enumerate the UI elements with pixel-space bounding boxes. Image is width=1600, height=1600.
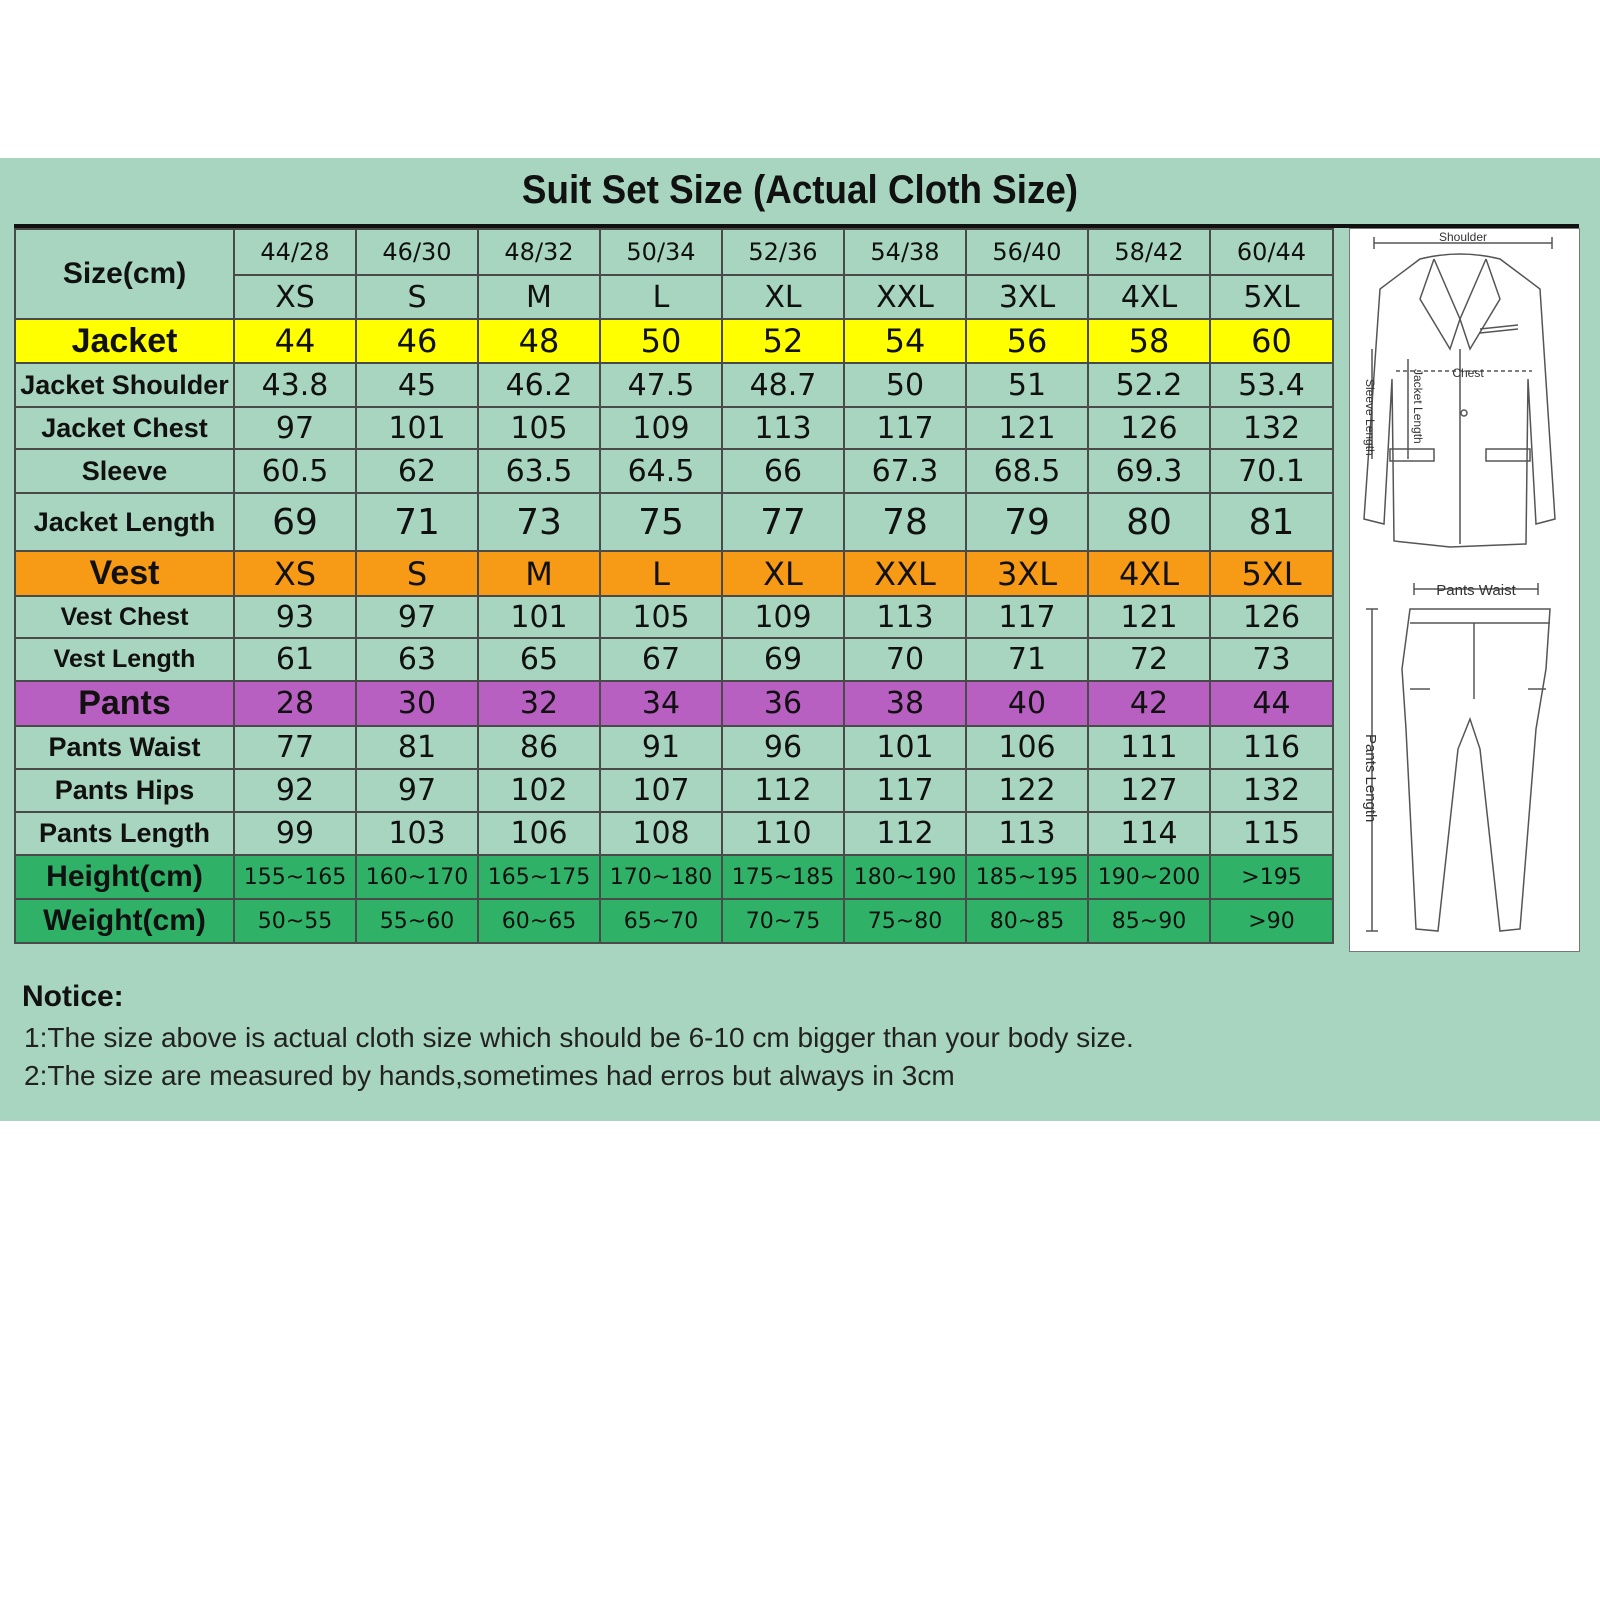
table-cell: 81 — [1210, 493, 1333, 551]
chart-title: Suit Set Size (Actual Cloth Size) — [521, 168, 1079, 212]
pants-length-row — [15, 812, 1333, 855]
table-cell: 66 — [722, 449, 844, 493]
table-cell: 65 — [478, 638, 600, 681]
row-label: Weight(cm) — [15, 899, 234, 943]
table-cell: 126 — [1088, 407, 1210, 449]
table-cell: XL — [722, 551, 844, 596]
table-cell: 79 — [966, 493, 1088, 551]
row-label: Jacket — [15, 319, 234, 363]
table-cell: 75 — [600, 493, 722, 551]
vest-chest-row — [15, 596, 1333, 638]
row-label: Pants — [15, 681, 234, 726]
table-cell: 99 — [234, 812, 356, 855]
table-cell: 85~90 — [1088, 899, 1210, 943]
table-cell: 71 — [356, 493, 478, 551]
table-cell: 108 — [600, 812, 722, 855]
table-cell: 109 — [600, 407, 722, 449]
table-cell: 67.3 — [844, 449, 966, 493]
jacket-row — [15, 319, 1333, 363]
table-cell: 155~165 — [234, 855, 356, 899]
table-cell: 180~190 — [844, 855, 966, 899]
jacket-chest-row — [15, 407, 1333, 449]
notice-title: Notice: — [22, 980, 124, 1013]
table-cell: 80~85 — [966, 899, 1088, 943]
table-cell: 53.4 — [1210, 363, 1333, 407]
row-label: Sleeve — [15, 449, 234, 493]
table-cell: 60.5 — [234, 449, 356, 493]
table-cell: 86 — [478, 726, 600, 769]
row-label: Jacket Shoulder — [15, 363, 234, 407]
table-cell: 47.5 — [600, 363, 722, 407]
table-cell: 73 — [478, 493, 600, 551]
sleeve-length-label: Sleeve Length — [1363, 379, 1377, 456]
size-code-cell: 48/32 — [478, 229, 600, 275]
table-cell: 97 — [356, 596, 478, 638]
size-code-row — [15, 229, 1333, 275]
size-letter-cell: 5XL — [1210, 275, 1333, 319]
table-cell: 112 — [722, 769, 844, 812]
size-letter-cell: XXL — [844, 275, 966, 319]
table-cell: 3XL — [966, 551, 1088, 596]
table-cell: 107 — [600, 769, 722, 812]
table-cell: 102 — [478, 769, 600, 812]
size-table — [14, 228, 1334, 944]
table-cell: 190~200 — [1088, 855, 1210, 899]
table-cell: 43.8 — [234, 363, 356, 407]
jacket-length-label: Jacket Length — [1411, 369, 1425, 444]
size-code-cell: 46/30 — [356, 229, 478, 275]
pants-row — [15, 681, 1333, 726]
table-cell: 73 — [1210, 638, 1333, 681]
table-cell: 165~175 — [478, 855, 600, 899]
table-cell: M — [478, 551, 600, 596]
table-cell: 175~185 — [722, 855, 844, 899]
table-cell: 77 — [234, 726, 356, 769]
size-code-cell: 60/44 — [1210, 229, 1333, 275]
row-label: Vest Chest — [15, 596, 234, 638]
table-cell: 4XL — [1088, 551, 1210, 596]
table-cell: 71 — [966, 638, 1088, 681]
notice-line: 2:The size are measured by hands,sometimes had erros but always in 3cm — [24, 1060, 955, 1091]
table-cell: 97 — [356, 769, 478, 812]
table-cell: 28 — [234, 681, 356, 726]
row-label: Jacket Chest — [15, 407, 234, 449]
table-cell: 65~70 — [600, 899, 722, 943]
row-label: Pants Length — [15, 812, 234, 855]
table-cell: 55~60 — [356, 899, 478, 943]
table-cell: 38 — [844, 681, 966, 726]
row-label: Height(cm) — [15, 855, 234, 899]
table-cell: 50 — [600, 319, 722, 363]
table-cell: 132 — [1210, 769, 1333, 812]
size-code-cell: 56/40 — [966, 229, 1088, 275]
chest-label: Chest — [1452, 366, 1484, 380]
table-cell: 69.3 — [1088, 449, 1210, 493]
jacket-shoulder-row — [15, 363, 1333, 407]
pants-waist-row — [15, 726, 1333, 769]
vest-row — [15, 551, 1333, 596]
size-letter-cell: XS — [234, 275, 356, 319]
table-cell: 106 — [478, 812, 600, 855]
table-cell: 92 — [234, 769, 356, 812]
table-cell: 54 — [844, 319, 966, 363]
size-letter-cell: L — [600, 275, 722, 319]
size-code-cell: 44/28 — [234, 229, 356, 275]
table-cell: 126 — [1210, 596, 1333, 638]
table-cell: 32 — [478, 681, 600, 726]
table-cell: 121 — [966, 407, 1088, 449]
table-cell: 109 — [722, 596, 844, 638]
size-chart-panel — [0, 158, 1600, 1121]
table-cell: 58 — [1088, 319, 1210, 363]
table-cell: 68.5 — [966, 449, 1088, 493]
table-cell: 127 — [1088, 769, 1210, 812]
table-cell: 110 — [722, 812, 844, 855]
table-cell: 44 — [1210, 681, 1333, 726]
table-cell: 111 — [1088, 726, 1210, 769]
table-cell: 67 — [600, 638, 722, 681]
table-cell: 170~180 — [600, 855, 722, 899]
row-label: Pants Waist — [15, 726, 234, 769]
table-cell: 36 — [722, 681, 844, 726]
table-cell: 63.5 — [478, 449, 600, 493]
table-cell: 61 — [234, 638, 356, 681]
table-cell: 48.7 — [722, 363, 844, 407]
table-cell: 77 — [722, 493, 844, 551]
table-cell: 45 — [356, 363, 478, 407]
table-cell: S — [356, 551, 478, 596]
table-cell: 40 — [966, 681, 1088, 726]
weight-row — [15, 899, 1333, 943]
suit-diagram — [1350, 229, 1579, 951]
table-cell: 80 — [1088, 493, 1210, 551]
table-cell: 112 — [844, 812, 966, 855]
row-label: Jacket Length — [15, 493, 234, 551]
garment-illustration — [1349, 228, 1580, 952]
table-cell: 101 — [478, 596, 600, 638]
table-cell: 56 — [966, 319, 1088, 363]
table-cell: 46 — [356, 319, 478, 363]
pants-length-label: Pants Length — [1362, 734, 1379, 823]
size-header-label: Size(cm) — [15, 229, 234, 319]
table-cell: L — [600, 551, 722, 596]
table-cell: 70~75 — [722, 899, 844, 943]
size-letter-cell: 3XL — [966, 275, 1088, 319]
size-letter-cell: S — [356, 275, 478, 319]
vest-length-row — [15, 638, 1333, 681]
table-cell: 91 — [600, 726, 722, 769]
table-cell: 122 — [966, 769, 1088, 812]
size-code-cell: 52/36 — [722, 229, 844, 275]
table-cell: 52.2 — [1088, 363, 1210, 407]
size-code-cell: 58/42 — [1088, 229, 1210, 275]
row-label: Vest — [15, 551, 234, 596]
table-cell: 103 — [356, 812, 478, 855]
table-cell: 121 — [1088, 596, 1210, 638]
table-cell: 52 — [722, 319, 844, 363]
table-cell: 42 — [1088, 681, 1210, 726]
jacket-length-row — [15, 493, 1333, 551]
table-cell: 60 — [1210, 319, 1333, 363]
size-letter-cell: M — [478, 275, 600, 319]
table-cell: 116 — [1210, 726, 1333, 769]
table-cell: 160~170 — [356, 855, 478, 899]
table-cell: 117 — [844, 407, 966, 449]
table-cell: 113 — [844, 596, 966, 638]
table-cell: 97 — [234, 407, 356, 449]
pants-waist-label: Pants Waist — [1436, 582, 1516, 599]
size-letter-cell: 4XL — [1088, 275, 1210, 319]
table-cell: 113 — [966, 812, 1088, 855]
table-cell: >195 — [1210, 855, 1333, 899]
table-cell: 72 — [1088, 638, 1210, 681]
table-cell: 46.2 — [478, 363, 600, 407]
table-cell: 105 — [600, 596, 722, 638]
table-cell: 101 — [844, 726, 966, 769]
table-cell: 81 — [356, 726, 478, 769]
table-cell: 101 — [356, 407, 478, 449]
notice-line: 1:The size above is actual cloth size which should be 6-10 cm bigger than your body size. — [24, 1022, 1134, 1053]
table-cell: 78 — [844, 493, 966, 551]
table-cell: 117 — [966, 596, 1088, 638]
table-cell: 114 — [1088, 812, 1210, 855]
row-label: Vest Length — [15, 638, 234, 681]
pants-hips-row — [15, 769, 1333, 812]
size-letter-cell: XL — [722, 275, 844, 319]
table-cell: 48 — [478, 319, 600, 363]
size-code-cell: 54/38 — [844, 229, 966, 275]
table-cell: 70.1 — [1210, 449, 1333, 493]
table-cell: 44 — [234, 319, 356, 363]
table-cell: >90 — [1210, 899, 1333, 943]
table-cell: 185~195 — [966, 855, 1088, 899]
table-cell: XXL — [844, 551, 966, 596]
table-cell: 62 — [356, 449, 478, 493]
sleeve-row — [15, 449, 1333, 493]
table-cell: 93 — [234, 596, 356, 638]
table-cell: 60~65 — [478, 899, 600, 943]
table-cell: 132 — [1210, 407, 1333, 449]
table-cell: XS — [234, 551, 356, 596]
table-cell: 30 — [356, 681, 478, 726]
table-cell: 70 — [844, 638, 966, 681]
table-cell: 75~80 — [844, 899, 966, 943]
shoulder-label: Shoulder — [1438, 230, 1488, 244]
table-cell: 113 — [722, 407, 844, 449]
table-cell: 115 — [1210, 812, 1333, 855]
table-cell: 5XL — [1210, 551, 1333, 596]
table-cell: 69 — [234, 493, 356, 551]
table-cell: 106 — [966, 726, 1088, 769]
table-cell: 69 — [722, 638, 844, 681]
table-cell: 51 — [966, 363, 1088, 407]
size-code-cell: 50/34 — [600, 229, 722, 275]
pants-outline — [1402, 609, 1550, 931]
table-cell: 105 — [478, 407, 600, 449]
table-cell: 63 — [356, 638, 478, 681]
table-cell: 50~55 — [234, 899, 356, 943]
table-cell: 50 — [844, 363, 966, 407]
table-cell: 117 — [844, 769, 966, 812]
table-cell: 64.5 — [600, 449, 722, 493]
table-cell: 34 — [600, 681, 722, 726]
table-cell: 96 — [722, 726, 844, 769]
row-label: Pants Hips — [15, 769, 234, 812]
height-row — [15, 855, 1333, 899]
